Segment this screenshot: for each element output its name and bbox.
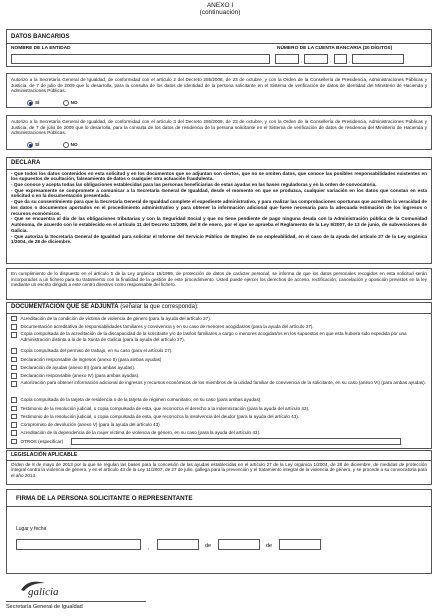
day-input[interactable] (157, 539, 199, 550)
declaration-item: - Que da su consentimiento para que la Secretaría General de Igualdad complete el expediente administrativo, y para realizar las comprobaciones oportunas que acrediten la veracidad de los datos o documentos aportados en el procedimiento administrativo y para obtener la información adicional que fuese necesaria para la adecuada estimación de los ingresos o recursos económicos. (11, 199, 427, 216)
account-number-input[interactable]: , , , (275, 54, 431, 64)
doc-item: Copia compulsada de la tarjeta de residencia o de la tarjeta de régimen comunitario, en su caso (para ambas ayudas). (11, 396, 427, 404)
bank-data-title: DATOS BANCARIOS (11, 34, 70, 40)
declaration-item: - Que conoce y acepta todas las obligaciones establecidas para las personas beneficiarias de estas ayudas en las bases reguladoras y en la orden de convocatoria. (11, 181, 377, 187)
galicia-logo: galicia (20, 580, 80, 598)
data-protection-notice: En cumplimiento de lo dispuesto en el artículo 5 de la Ley orgánica 15/1999, de protección de datos de carácter personal, se informa de que los datos personales recogidos en esta solicitud serán incorporados a un fichero para su tratamiento con la finalidad de la gestión de este procedimiento. Usted puede ejercer los derechos de acceso, rectificación, cancelación y oposición previstos en la ley mediante un escrito dirigido a este centro directivo como responsable del fichero. (6, 268, 432, 300)
doc-item: Declaración de ayudas (anexo III) (para ambas ayudas). (11, 364, 427, 372)
annex-continuation: (continuación) (199, 9, 241, 17)
account-entity-field[interactable] (275, 54, 299, 64)
doc-checkbox-other[interactable] (11, 439, 17, 445)
other-specify-input[interactable] (71, 438, 401, 445)
documentation-section (6, 302, 432, 449)
footer-office: Secretaría General de Igualdad (6, 604, 83, 610)
account-dc-field[interactable] (334, 54, 347, 64)
account-number-field[interactable] (352, 54, 404, 64)
doc-item: Testimonio de la resolución judicial, o copia compulsada de esta, que reconozca la insolvencia del deudor (para la ayuda del artículo 43). (11, 413, 427, 421)
identity-auth-text: Autorizo a la Secretaría General de Igualdad, de conformidad con el artículo 2 del Decreto 255/2008, de 23 de octubre, y con la Orden de la Consellería de Presidencia, Administraciones Públicas y Justicia, de 7 de julio de 2009 que lo desarrolla, para la consulta de los datos de identidad de la persona solicitante en el Sistema de verificación de datos de identidad del Ministerio de Hacienda y Administraciones Públicas. (11, 77, 427, 94)
residence-no-radio[interactable] (63, 142, 69, 148)
signature-section: FIRMA DE LA PERSONA SOLICITANTE O REPRESENTANTE Lugar y fecha , de de (6, 489, 432, 574)
declaration-item: - Que todos los datos contenidos en esta solicitud y en los documentos que se adjuntan son ciertos, que no se omiten datos, que conoce las posibles responsabilidades existentes en los supuestos de ocultación, falseamiento de datos o cualquier otra actuación fraudulenta. (11, 170, 427, 182)
residence-yes-radio[interactable] (27, 142, 33, 148)
doc-checkbox[interactable] (11, 373, 17, 379)
doc-checkbox[interactable] (11, 316, 17, 322)
doc-item: Declaración responsable (anexo IV) (para ambas ayudas). (11, 372, 427, 380)
identity-no-radio[interactable] (63, 100, 69, 106)
legislation-text: Orden de 8 de mayo de 2013 por la que se regulan las bases para la concesión de las ayudas establecidas en el artículo 27 de la Ley orgánica 1/2004, de 28 de diciembre, de medidas de protección integral contra la violencia de género, y en el artículo 43 de la Ley 11/2007, de 27 de julio, gallega para la prevención y el tratamiento integral de la violencia de género, y se procede a su convocatoria para el año 2013. (11, 461, 427, 478)
entity-name-label: NOMBRE DE LA ENTIDAD (11, 46, 71, 51)
doc-item: Autorización para obtener información adicional de ingresos y recursos económicos de los miembros de la unidad familiar de convivencia de la solicitante, en su caso (anexo VI) (para ambas ayudas). (11, 380, 427, 396)
declaration-item: - Que expresamente se compromete a comunicar a la Secretaría General de Igualdad, desde el momento en que se produzca, cualquier variación en los datos que constan en esta solicitud o en la documentación presentada. (11, 187, 427, 199)
place-input[interactable] (16, 539, 141, 550)
doc-item: Compromiso de devolución (anexo V) (para la ayuda del artículo 43) (11, 421, 427, 429)
doc-item: Copia compulsada de la acreditación de la discapacidad de la solicitante y/o de las/los familiares a cargo o menores acogidas/os en los supuestos en que esta hubiera sido expedida por una Administración distinta a la de la Xunta de Galicia (para la ayuda del artículo 27). (11, 331, 427, 347)
doc-checkbox[interactable] (11, 357, 17, 363)
legislation-section (6, 450, 432, 485)
year-input[interactable] (279, 539, 321, 550)
doc-checkbox[interactable] (11, 430, 17, 436)
declaration-section (6, 157, 432, 264)
legislation-title: LEGISLACIÓN APLICABLE (11, 452, 78, 458)
doc-item: Acreditación de la condición de víctima de violencia de género (para la ayuda del artículo 27). (11, 315, 427, 323)
residence-auth-text: Autorizo a la Secretaría General de Igualdad, de conformidad con el artículo 3 del Decreto 255/2008, de 23 de octubre, y con la Orden de la Consellería de Presidencia, Administraciones Públicas y Justicia, de 7 de julio de 2009 que lo desarrolla, para la consulta de los datos de residencia de la persona solicitante en el Sistema de verificación de datos de residencia del Ministerio de Hacienda y Administraciones Públicas. (11, 119, 427, 136)
signature-title: FIRMA DE LA PERSONA SOLICITANTE O REPRESENTANTE (16, 495, 193, 502)
documentation-title: DOCUMENTACIÓN QUE SE ADJUNTA (señalar la que corresponda): (11, 304, 199, 310)
entity-name-input[interactable] (11, 54, 270, 64)
doc-checkbox[interactable] (11, 422, 17, 428)
declaration-title: DECLARA (11, 160, 41, 166)
place-date-label: Lugar y fecha (16, 526, 47, 532)
account-office-field[interactable] (304, 54, 328, 64)
annex-header (0, 2, 440, 17)
doc-checkbox[interactable] (11, 381, 17, 387)
doc-item: Acreditación de la dependencia de la mujer víctima de violencia de género, en su caso (para la ayuda del artículo 43). (11, 429, 427, 437)
doc-item: Testimonio de la resolución judicial, o copia compulsada de esta, que reconozca el derecho a la indemnización (para la ayuda del artículo 43). (11, 404, 427, 412)
declaration-item: - Que se encuentra al día de las obligaciones tributarias y con la Seguridad Social y que no tiene pendiente de pago ninguna deuda con la Administración pública de la Comunidad Autónoma, de acuerdo con lo establecido en el artículo 11 del Decreto 11/2009, del 8 de enero, por el que se aprueba el Reglamento de la Ley 9/2007, de 13 de junio, de subvenciones de Galicia. (11, 216, 427, 233)
account-number-label: NÚMERO DE LA CUENTA BANCARIA (20 DÍGITOS) (277, 46, 393, 51)
annex-title: ANEXO I (206, 2, 234, 9)
doc-item: Copia compulsada del permiso de trabajo, en su caso (para el artículo 27). (11, 347, 427, 355)
doc-checkbox[interactable] (11, 348, 17, 354)
residence-auth-section: Autorizo a la Secretaría General de Igualdad, de conformidad con el artículo 3 del Decreto 255/2008, de 23 de octubre, y con la Orden de la Consellería de Presidencia, Administraciones Públicas y Justicia, de 7 de julio de 2009 que lo desarrolla, para la consulta de los datos de residencia de la persona solicitante en el Sistema de verificación de datos de residencia del Ministerio de Hacienda y Administraciones Públicas. SÍ NO (6, 115, 432, 150)
doc-checkbox[interactable] (11, 332, 17, 338)
identity-auth-section: Autorizo a la Secretaría General de Igualdad, de conformidad con el artículo 2 del Decreto 255/2008, de 23 de octubre, y con la Orden de la Consellería de Presidencia, Administraciones Públicas y Justicia, de 7 de julio de 2009 que lo desarrolla, para la consulta de los datos de identidad de la persona solicitante en el Sistema de verificación de datos de identidad del Ministerio de Hacienda y Administraciones Públicas. SÍ NO (6, 73, 432, 108)
doc-item-other: OTROS (especificar) (11, 437, 427, 445)
doc-item: Declaración responsable de ingresos (anexo II) (para ambas ayudas) (11, 355, 427, 363)
doc-item: Documentación acreditativa de responsabilidades familiares y convivencia y en su caso de menores acogidas/os (para la ayuda del artículo 27). (11, 323, 427, 331)
doc-checkbox[interactable] (11, 397, 17, 403)
declaration-item: - Que autoriza la Secretaría General de Igualdad para solicitar el Informe del Servicio Público de Empleo de no empleabilidad, en el caso de la ayuda del artículo 27 de la Ley orgánica 1/2004, de 28 de diciembre. (11, 233, 427, 245)
bank-data-section (6, 29, 432, 67)
doc-checkbox[interactable] (11, 365, 17, 371)
doc-checkbox[interactable] (11, 324, 17, 330)
doc-checkbox[interactable] (11, 414, 17, 420)
month-input[interactable] (218, 539, 260, 550)
identity-yes-radio[interactable] (27, 100, 33, 106)
doc-checkbox[interactable] (11, 406, 17, 412)
